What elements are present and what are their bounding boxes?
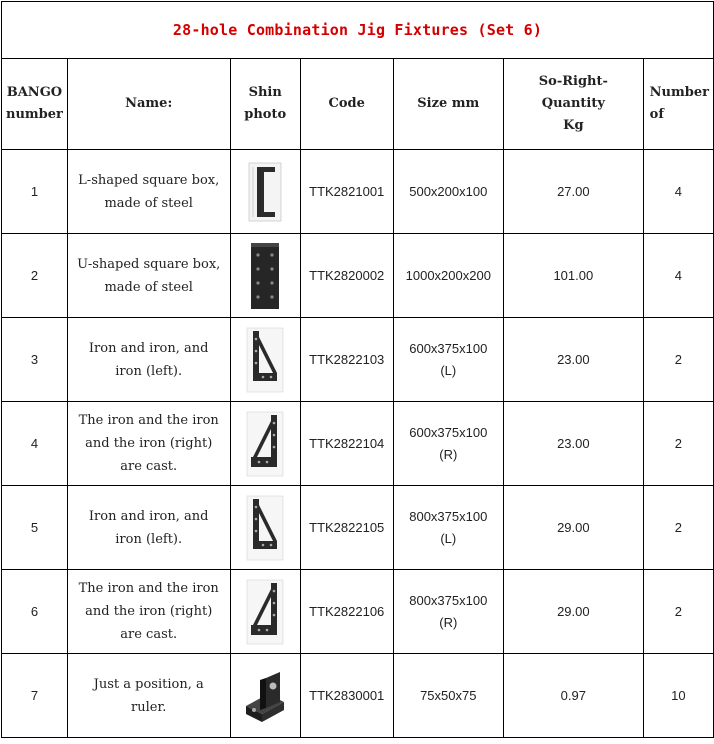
row-photo — [230, 402, 300, 486]
header-number-line1: BANGO — [6, 85, 63, 100]
header-qty-line2: of — [649, 107, 664, 122]
table-row — [2, 234, 714, 318]
table-row — [2, 402, 714, 486]
row-number: 7 — [2, 654, 68, 738]
table-row — [2, 486, 714, 570]
row-photo — [230, 654, 300, 738]
row-weight: 23.00 — [504, 318, 644, 402]
row-size — [393, 402, 503, 486]
row-name-line: iron (left). — [115, 531, 183, 547]
row-code: TTK2822103 — [300, 318, 393, 402]
header-weight-line1: So-Right-Quantity — [538, 74, 608, 111]
row-name-line: made of steel — [104, 195, 193, 211]
row-code: TTK2830001 — [300, 654, 393, 738]
row-code: TTK2821001 — [300, 150, 393, 234]
row-quantity: 2 — [643, 486, 713, 570]
header-number-line2: number — [6, 107, 63, 122]
header-photo — [230, 59, 300, 150]
row-number: 6 — [2, 570, 68, 654]
header-qty — [643, 59, 713, 150]
row-quantity: 2 — [643, 570, 713, 654]
row-size — [393, 150, 503, 234]
header-code: Code — [300, 59, 393, 150]
header-weight-line2: Kg — [563, 118, 584, 133]
header-number — [2, 59, 68, 150]
angle-left-icon — [231, 493, 300, 563]
angle-left-icon — [231, 325, 300, 395]
row-size-line: (R) — [439, 446, 458, 462]
angle-right-icon — [231, 577, 300, 647]
header-photo-line1: Shin — [248, 85, 282, 100]
row-number: 3 — [2, 318, 68, 402]
row-name-line: made of steel — [104, 279, 193, 295]
row-name — [67, 570, 230, 654]
row-photo — [230, 150, 300, 234]
row-code: TTK2820002 — [300, 234, 393, 318]
row-name-line: and the iron (right) — [85, 436, 213, 451]
row-number: 4 — [2, 402, 68, 486]
header-photo-line2: photo — [244, 107, 287, 122]
row-name-line: Iron and iron, and — [88, 508, 209, 524]
row-size-line: 800x375x100 — [409, 508, 488, 524]
header-qty-line1: Number — [649, 85, 709, 100]
u-box-icon — [231, 239, 300, 313]
angle-right-icon — [231, 409, 300, 479]
fixture-table — [1, 1, 714, 738]
row-name-line: Just a position, a — [93, 676, 204, 692]
table-row — [2, 654, 714, 738]
header-size: Size mm — [393, 59, 503, 150]
header-weight — [504, 59, 644, 150]
row-name-line: U-shaped square box, — [77, 256, 221, 272]
row-quantity: 4 — [643, 150, 713, 234]
header-row — [2, 59, 714, 150]
row-quantity: 4 — [643, 234, 713, 318]
row-weight: 101.00 — [504, 234, 644, 318]
row-code: TTK2822104 — [300, 402, 393, 486]
row-quantity: 2 — [643, 318, 713, 402]
table-row — [2, 318, 714, 402]
row-name-line: iron (left). — [115, 363, 183, 379]
row-size — [393, 234, 503, 318]
row-photo — [230, 318, 300, 402]
row-name-line: ruler. — [131, 699, 167, 715]
row-name — [67, 402, 230, 486]
row-weight: 27.00 — [504, 150, 644, 234]
row-weight: 29.00 — [504, 486, 644, 570]
row-name — [67, 150, 230, 234]
row-photo — [230, 570, 300, 654]
row-number: 5 — [2, 486, 68, 570]
row-photo — [230, 234, 300, 318]
table-row — [2, 570, 714, 654]
table-title: 28-hole Combination Jig Fixtures (Set 6) — [2, 2, 714, 59]
row-name-line: Iron and iron, and — [88, 340, 209, 356]
row-code: TTK2822105 — [300, 486, 393, 570]
row-name-line: and the iron (right) — [85, 604, 213, 619]
row-photo — [230, 486, 300, 570]
row-size — [393, 318, 503, 402]
l-box-icon — [231, 159, 300, 225]
row-size-line: 75x50x75 — [420, 687, 477, 703]
row-name — [67, 654, 230, 738]
row-size — [393, 486, 503, 570]
row-name — [67, 486, 230, 570]
position-ruler-icon — [231, 668, 300, 724]
row-size — [393, 570, 503, 654]
row-size-line: 1000x200x200 — [405, 267, 491, 283]
row-name-line: The iron and the iron — [78, 581, 219, 596]
row-weight: 23.00 — [504, 402, 644, 486]
row-size-line: 500x200x100 — [409, 183, 488, 199]
row-quantity: 2 — [643, 402, 713, 486]
row-size-line: 800x375x100 — [409, 592, 488, 608]
row-size-line: (L) — [440, 362, 457, 378]
row-code: TTK2822106 — [300, 570, 393, 654]
row-size — [393, 654, 503, 738]
row-quantity: 10 — [643, 654, 713, 738]
row-size-line: (L) — [440, 530, 457, 546]
row-size-line: (R) — [439, 614, 458, 630]
row-name — [67, 234, 230, 318]
row-name-line: are cast. — [120, 627, 178, 642]
row-name-line: L-shaped square box, — [78, 172, 220, 188]
row-name — [67, 318, 230, 402]
row-size-line: 600x375x100 — [409, 340, 488, 356]
row-number: 1 — [2, 150, 68, 234]
row-name-line: The iron and the iron — [78, 413, 219, 428]
header-name: Name: — [67, 59, 230, 150]
row-number: 2 — [2, 234, 68, 318]
row-weight: 0.97 — [504, 654, 644, 738]
row-name-line: are cast. — [120, 459, 178, 474]
row-size-line: 600x375x100 — [409, 424, 488, 440]
table-row — [2, 150, 714, 234]
row-weight: 29.00 — [504, 570, 644, 654]
